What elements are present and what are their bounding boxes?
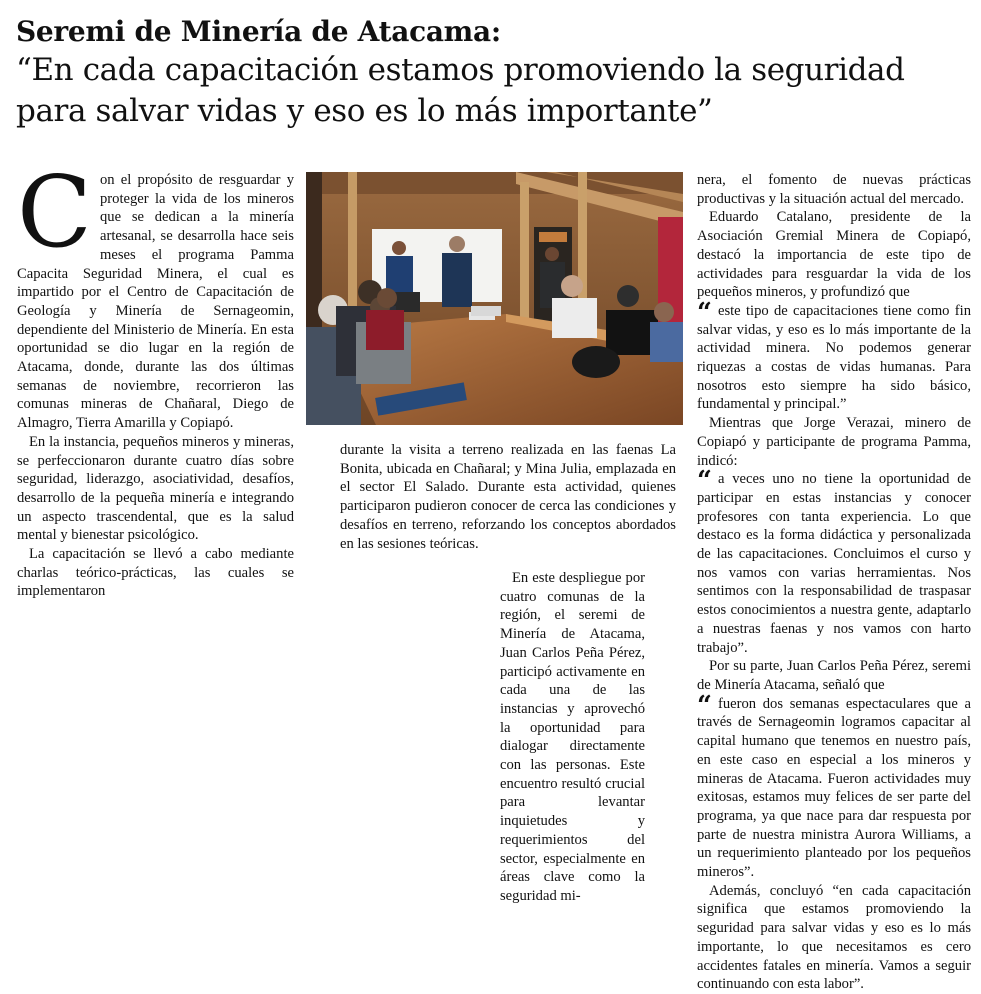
article-photo <box>306 172 683 425</box>
headline-quote-line-1: “En cada capacitación estamos promoviendo la seguridad <box>16 52 905 88</box>
paragraph: Eduardo Catalano, presidente de la Asociación Gremial Minera de Copiapó, destacó la importancia de este tipo de actividades para resguardar la vida de los pequeños mineros, y profundizó que <box>697 209 971 301</box>
lead-paragraph: Con el propósito de resguardar y proteger la vida de los mineros que se dedican a la minería artesanal, se desarrolla hace seis meses el programa Pamma Capacita Seguridad Minera, el cual es impartido por el Centro de Capacitación de Geología y Minería de Sernageomin, dependiente del Ministerio de Minería. En esta oportunidad se dio lugar en la región de Atacama, donde, durante las dos últimas semanas de noviembre, recorrieron las comunas mineras de Chañaral, Diego de Almagro, Tierra Amarilla y Copiapó. <box>17 156 294 432</box>
headline <box>16 14 966 132</box>
paragraph: La capacitación se llevó a cabo mediante charlas teórico-prácticas, las cuales se implementaron <box>17 546 294 600</box>
article-column-4 <box>697 171 971 994</box>
paragraph: En la instancia, pequeños mineros y mineras, se perfeccionaron durante cuatro días sobre seguridad, liderazgo, asociatividad, desafíos, desarrollo de la pequeña minería e integrando un aspecto trascendental, que es la salud mental y bienestar psicológico. <box>17 433 294 544</box>
headline-quote-line-2: para salvar vidas y eso es lo más importante” <box>16 93 713 129</box>
pull-quote: “ a veces uno no tiene la oportunidad de participar en estas instancias y conocer profesores con tanta experiencia. Lo que destaco es la forma didáctica y personalizada de las capacitaciones. Concluimos el curso y nos vamos con varias herramientas. Nos sentimos con la responsabilidad de traspasar estos conocimientos a nuestra gente, adaptarlo a nuestras faenas y nos vamos con harto trabajo”. <box>697 466 971 656</box>
pull-quote: “ fueron dos semanas espectaculares que a través de Sernageomin logramos capacitar al capital humano que tenemos en nuestro país, en este caso en especial a los mineros y mineras de Atacama. Fueron actividades muy exitosas, estamos muy felices de ser parte del programa, ya que nace para dar respuesta por parte de nuestra ministra Aurora Williams, a un requerimiento planteado por los pequeños mineros”. <box>697 690 971 881</box>
quote-mark-icon: “ <box>697 690 712 721</box>
drop-cap: C <box>17 156 92 270</box>
headline-kicker: Seremi de Minería de Atacama: <box>16 15 501 48</box>
article-column-3 <box>500 569 645 906</box>
quote-mark-icon: “ <box>697 297 712 328</box>
paragraph: Por su parte, Juan Carlos Peña Pérez, seremi de Minería Atacama, señaló que <box>697 658 971 693</box>
quote-mark-icon: “ <box>697 466 712 497</box>
paragraph: Además, concluyó “en cada capacitación significa que estamos promoviendo la seguridad para salvar vidas y eso es lo más importante, lo que necesitamos es cero accidentes fatales en minería. Vamos a seguir continuando con esta labor”. <box>697 882 971 993</box>
article-column-2 <box>340 441 676 553</box>
pull-quote: “ este tipo de capacitaciones tiene como fin salvar vidas, y eso es lo más importante de la actividad minera. No podemos generar riquezas a costas de vidas humanas. Para nosotros esto siempre ha sido básico, fundamental y principal.” <box>697 297 971 413</box>
paragraph: En este despliegue por cuatro comunas de la región, el seremi de Minería de Atacama, Juan Carlos Peña Pérez, participó activamente en cada una de las instancias y aprovechó la oportunidad para dialogar directamente con las personas. Este encuentro resultó crucial para levantar inquietudes y requerimientos del sector, especialmente en áreas clave como la seguridad mi- <box>500 570 645 904</box>
paragraph: durante la visita a terreno realizada en las faenas La Bonita, ubicada en Chañaral; y Mina Julia, emplazada en el sector El Salado. Durante esta actividad, quienes participaron pudieron conocer de cerca las condiciones y desafíos en terreno, reforzando los conceptos abordados en las sesiones teóricas. <box>340 442 676 552</box>
article-column-1 <box>17 156 294 601</box>
paragraph: nera, el fomento de nuevas prácticas productivas y la situación actual del mercado. <box>697 172 971 207</box>
paragraph: Mientras que Jorge Verazai, minero de Copiapó y participante de programa Pamma, indicó: <box>697 415 971 469</box>
